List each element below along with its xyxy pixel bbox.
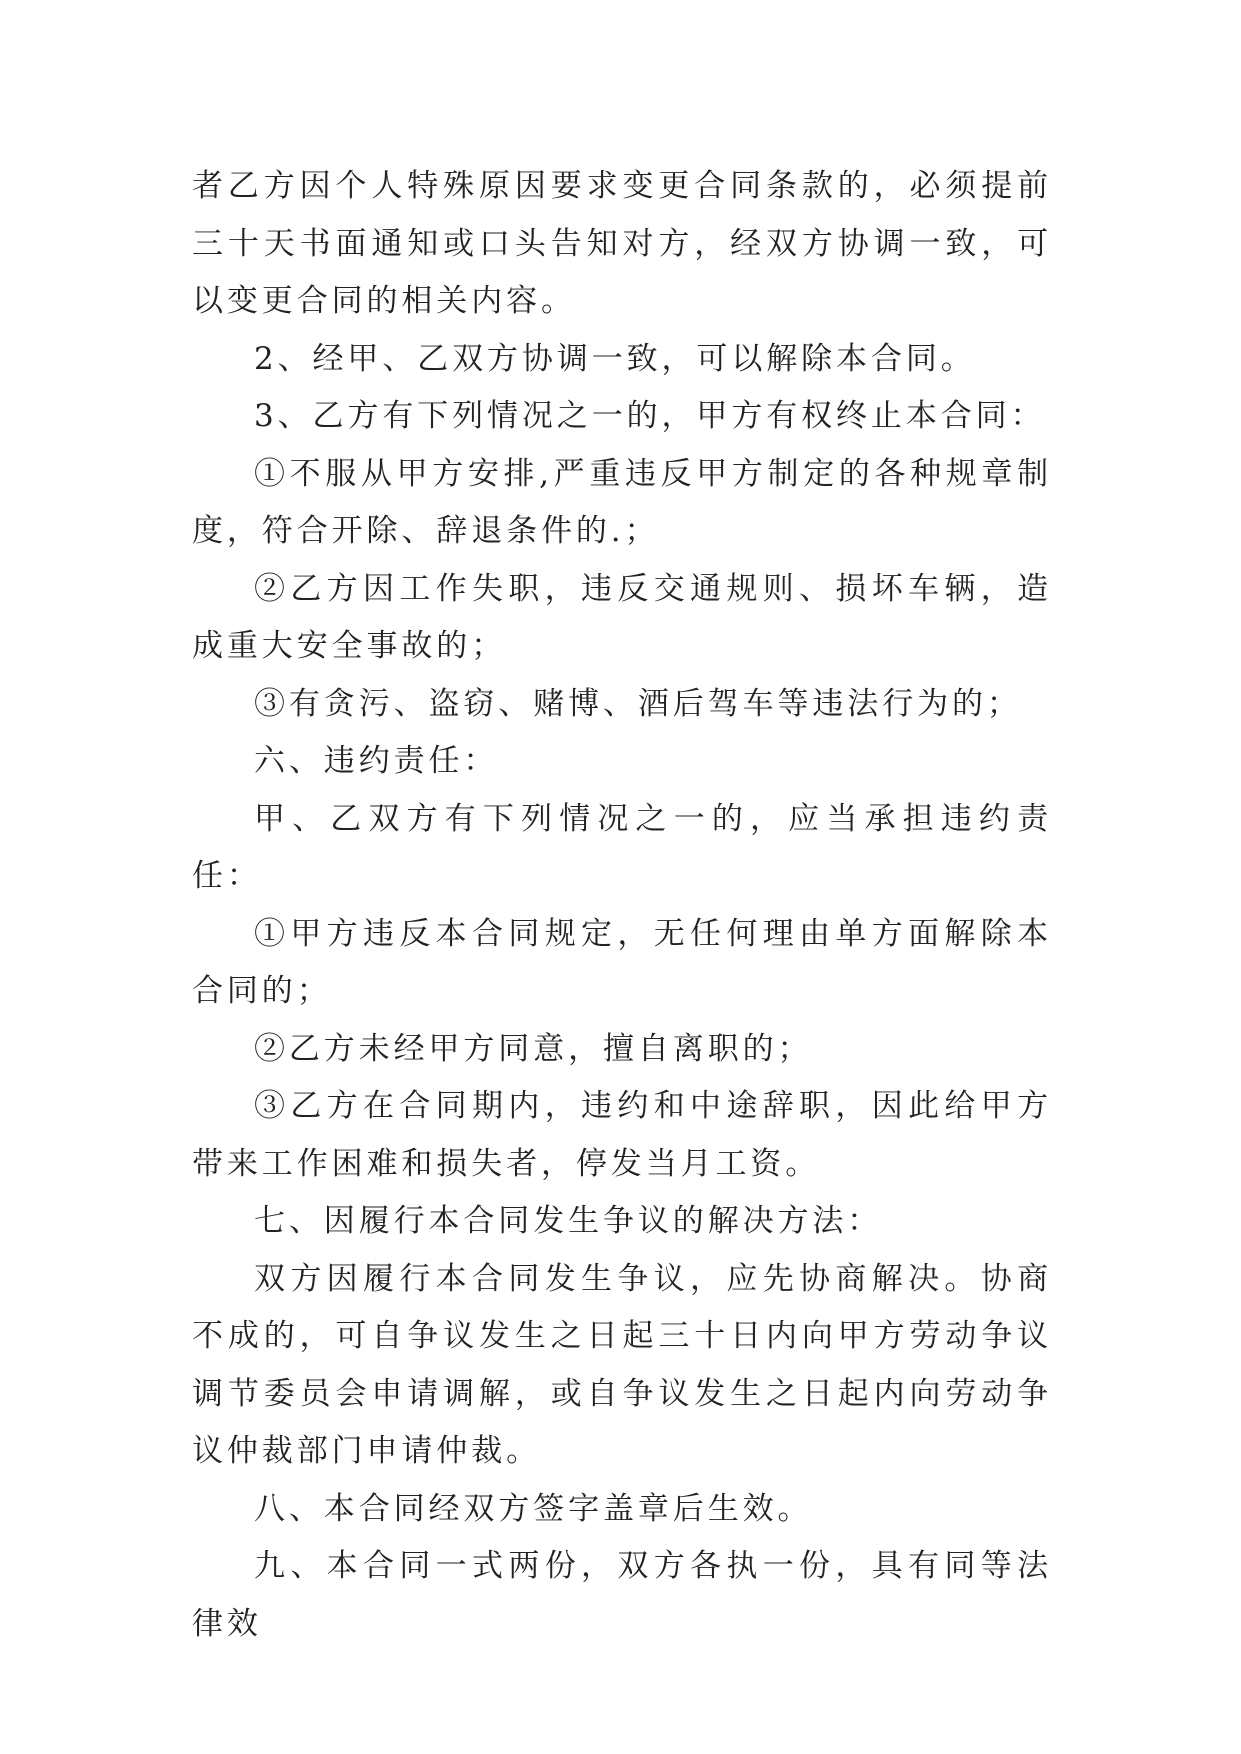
paragraph-breach-item-3: ③乙方在合同期内，违约和中途辞职，因此给甲方带来工作困难和损失者，停发当月工资。 (192, 1088, 1052, 1182)
paragraph-item-3: ③有贪污、盗窃、赌博、酒后驾车等违法行为的； (254, 685, 1022, 722)
paragraph-breach-intro: 甲、乙双方有下列情况之一的，应当承担违约责任： (192, 800, 1052, 894)
paragraph-item-2: ②乙方因工作失职，违反交通规则、损坏车辆，造成重大安全事故的； (192, 570, 1052, 664)
paragraph-breach-item-1: ①甲方违反本合同规定，无任何理由单方面解除本合同的； (192, 915, 1052, 1009)
paragraph-breach-item-2: ②乙方未经甲方同意，擅自离职的； (254, 1030, 813, 1067)
paragraph-dispute: 双方因履行本合同发生争议，应先协商解决。协商不成的，可自争议发生之日起三十日内向甲方劳动争议调节委员会申请调解，或自争议发生之日起内向劳动争议仲裁部门申请仲裁。 (192, 1260, 1052, 1469)
paragraph-clause-3: 3、乙方有下列情况之一的，甲方有权终止本合同： (254, 398, 1046, 434)
section-heading-effective: 八、本合同经双方签字盖章后生效。 (254, 1490, 813, 1527)
paragraph-continuation: 者乙方因个人特殊原因要求变更合同条款的，必须提前三十天书面通知或口头告知对方，经双方协调一致，可以变更合同的相关内容。 (192, 168, 1052, 319)
section-heading-copies: 九、本合同一式两份，双方各执一份，具有同等法律效 (192, 1548, 1052, 1642)
paragraph-clause-2: 2、经甲、乙双方协调一致，可以解除本合同。 (254, 340, 976, 377)
section-heading-breach: 六、违约责任： (254, 743, 499, 779)
section-heading-dispute: 七、因履行本合同发生争议的解决方法： (254, 1203, 883, 1239)
document-body (192, 158, 1052, 1653)
paragraph-item-1: ①不服从甲方安排,严重违反甲方制定的各种规章制度，符合开除、辞退条件的.； (192, 455, 1052, 549)
